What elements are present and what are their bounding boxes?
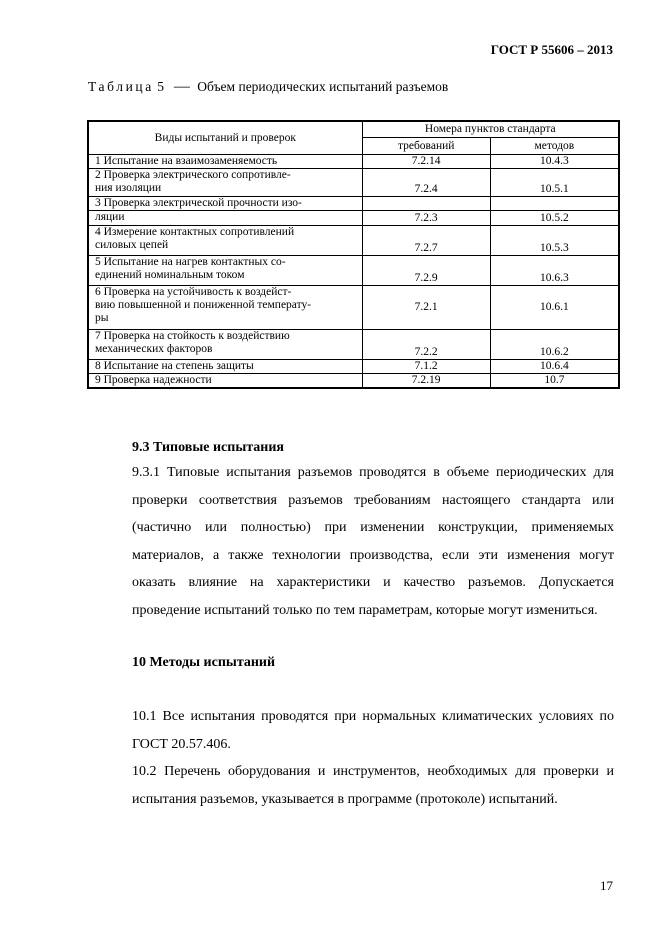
test-name-cell: 1 Испытание на взаимозаменяемость: [88, 155, 362, 169]
table-caption-label: Таблица: [88, 79, 154, 94]
test-name-cell: 9 Проверка надежности: [88, 374, 362, 389]
test-name-cell: 7 Проверка на стойкость к воздействию механических факторов: [88, 330, 362, 360]
test-name-cell: ляции: [88, 211, 362, 226]
section-9-3-heading: 9.3 Типовые испытания: [132, 440, 285, 455]
requirement-clause-cell: 7.2.14: [362, 155, 490, 169]
method-clause-cell: 10.7: [490, 374, 619, 389]
requirement-clause-cell: 7.2.19: [362, 374, 490, 389]
table-body: [88, 155, 619, 389]
method-clause-cell: 10.6.1: [490, 286, 619, 330]
standard-designation: ГОСТ Р 55606 – 2013: [490, 42, 613, 57]
test-name-cell: 4 Измерение контактных сопротивлений силовых цепей: [88, 226, 362, 256]
requirement-clause-cell: 7.2.4: [362, 169, 490, 197]
table-row: [88, 374, 619, 389]
table-row: [88, 330, 619, 360]
requirement-clause-cell: 7.2.7: [362, 226, 490, 256]
requirement-clause-cell: 7.2.1: [362, 286, 490, 330]
section-10-heading: 10 Методы испытаний: [132, 655, 276, 670]
table-row: [88, 256, 619, 286]
requirement-clause-cell: 7.1.2: [362, 360, 490, 374]
method-clause-cell: 10.6.2: [490, 330, 619, 360]
table-row: [88, 286, 619, 330]
table-caption-dash: —: [173, 78, 190, 95]
method-clause-cell: 10.5.1: [490, 169, 619, 197]
method-clause-cell: 10.5.3: [490, 226, 619, 256]
method-clause-cell: 10.6.3: [490, 256, 619, 286]
method-clause-cell: 10.5.2: [490, 211, 619, 226]
table-caption-title: Объем периодических испытаний разъемов: [197, 79, 449, 94]
test-name-cell: 5 Испытание на нагрев контактных со- единений номинальным током: [88, 256, 362, 286]
paragraph-9-3-1: 9.3.1 Типовые испытания разъемов проводятся в объеме периодических для проверки соответствия разъемов требованиям настоящего стандарта или (частично или полностью) при изменении конструкции, применяемых материалов, а также технологии производства, если эти изменения могут оказать влияние на характеристики и качество разъемов. Допускается проведение испытаний только по тем параметрам, которые могут измениться.: [132, 465, 614, 618]
method-clause-cell: 10.4.3: [490, 155, 619, 169]
requirement-clause-cell: 7.2.3: [362, 211, 490, 226]
test-name-cell: 8 Испытание на степень защиты: [88, 360, 362, 374]
table-row: [88, 211, 619, 226]
paragraph-10-2: 10.2 Перечень оборудования и инструментов, необходимых для проверки и испытания разъемов, указывается в программе (протоколе) испытаний.: [132, 764, 614, 807]
test-name-cell: 3 Проверка электрической прочности изо-: [88, 197, 362, 211]
page-number: 17: [600, 878, 613, 893]
table-row: [88, 226, 619, 256]
table-row: [88, 197, 619, 211]
table-row: [88, 360, 619, 374]
header-methods: методов: [490, 138, 619, 155]
periodic-tests-table: [87, 120, 620, 389]
method-clause-cell: 10.6.4: [490, 360, 619, 374]
table-row: [88, 169, 619, 197]
requirement-clause-cell: 7.2.2: [362, 330, 490, 360]
test-name-cell: 2 Проверка электрического сопротивле- ния изоляции: [88, 169, 362, 197]
header-standard-clauses: Номера пунктов стандарта: [362, 121, 619, 138]
table-caption-number: 5: [157, 79, 167, 94]
method-clause-cell: [490, 197, 619, 211]
table-row: [88, 155, 619, 169]
table-caption: [88, 78, 448, 96]
requirement-clause-cell: 7.2.9: [362, 256, 490, 286]
paragraph-10-1: 10.1 Все испытания проводятся при нормальных климатических условиях по ГОСТ 20.57.406.: [132, 709, 614, 752]
requirement-clause-cell: [362, 197, 490, 211]
header-test-kind: Виды испытаний и проверок: [88, 121, 362, 155]
header-requirements: требований: [362, 138, 490, 155]
test-name-cell: 6 Проверка на устойчивость к воздейст- вию повышенной и пониженной температу- ры: [88, 286, 362, 330]
